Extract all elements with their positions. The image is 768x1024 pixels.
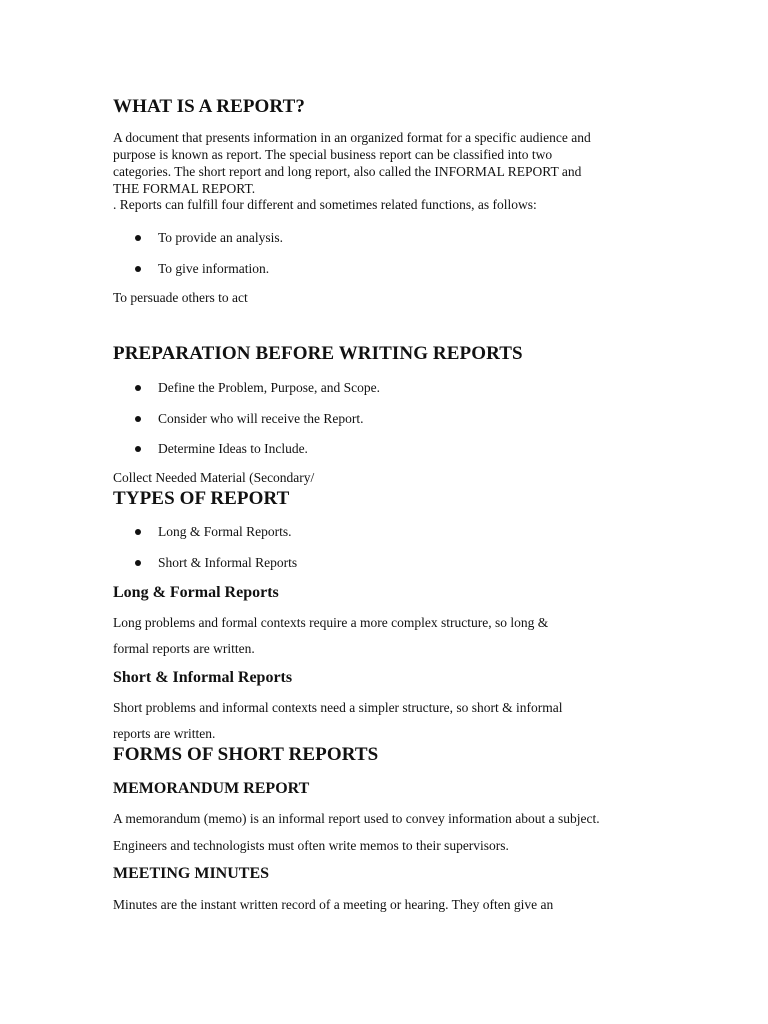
- preparation-after-bullets-text: Collect Needed Material (Secondary/: [113, 470, 315, 485]
- bullet-dot-icon: [135, 416, 141, 422]
- bullet-dot-icon: [135, 266, 141, 272]
- report-intro-line: categories. The short report and long report, also called the INFORMAL REPORT and: [113, 164, 582, 179]
- list-item: Short & Informal Reports: [158, 555, 298, 570]
- bullet-dot-icon: [135, 560, 141, 566]
- heading-forms-of-short-reports: FORMS OF SHORT REPORTS: [113, 744, 379, 765]
- memo-line: A memorandum (memo) is an informal report used to convey information about a subject.: [113, 811, 600, 826]
- heading-preparation: PREPARATION BEFORE WRITING REPORTS: [113, 343, 523, 364]
- heading-what-is-a-report: WHAT IS A REPORT?: [113, 96, 305, 117]
- bullet-dot-icon: [135, 235, 141, 241]
- report-intro-paragraph: [113, 129, 591, 214]
- long-formal-line: formal reports are written.: [113, 641, 255, 656]
- heading-short-informal-reports: Short & Informal Reports: [113, 669, 293, 686]
- long-formal-line: Long problems and formal contexts require a more complex structure, so long &: [113, 615, 549, 630]
- report-intro-line: A document that presents information in an organized format for a specific audience and: [113, 130, 591, 145]
- list-item: Determine Ideas to Include.: [158, 441, 308, 456]
- minutes-line: Minutes are the instant written record of a meeting or hearing. They often give an: [113, 897, 554, 912]
- report-after-bullets-text: To persuade others to act: [113, 290, 248, 305]
- report-intro-line: . Reports can fulfill four different and sometimes related functions, as follows:: [113, 197, 537, 212]
- report-intro-line: purpose is known as report. The special business report can be classified into two: [113, 147, 553, 162]
- memo-line: Engineers and technologists must often write memos to their supervisors.: [113, 838, 509, 853]
- list-item: To give information.: [158, 261, 270, 276]
- bullet-dot-icon: [135, 446, 141, 452]
- heading-types-of-report: TYPES OF REPORT: [113, 488, 290, 509]
- list-item: Define the Problem, Purpose, and Scope.: [158, 380, 380, 395]
- list-item: Consider who will receive the Report.: [158, 411, 364, 426]
- short-informal-line: reports are written.: [113, 726, 216, 741]
- report-intro-line: THE FORMAL REPORT.: [113, 181, 256, 196]
- heading-memorandum-report: MEMORANDUM REPORT: [113, 780, 310, 797]
- bullet-dot-icon: [135, 385, 141, 391]
- list-item: To provide an analysis.: [158, 230, 284, 245]
- heading-meeting-minutes: MEETING MINUTES: [113, 865, 270, 882]
- list-item: Long & Formal Reports.: [158, 524, 292, 539]
- short-informal-line: Short problems and informal contexts need a simpler structure, so short & informal: [113, 700, 563, 715]
- bullet-dot-icon: [135, 529, 141, 535]
- heading-long-formal-reports: Long & Formal Reports: [113, 584, 279, 601]
